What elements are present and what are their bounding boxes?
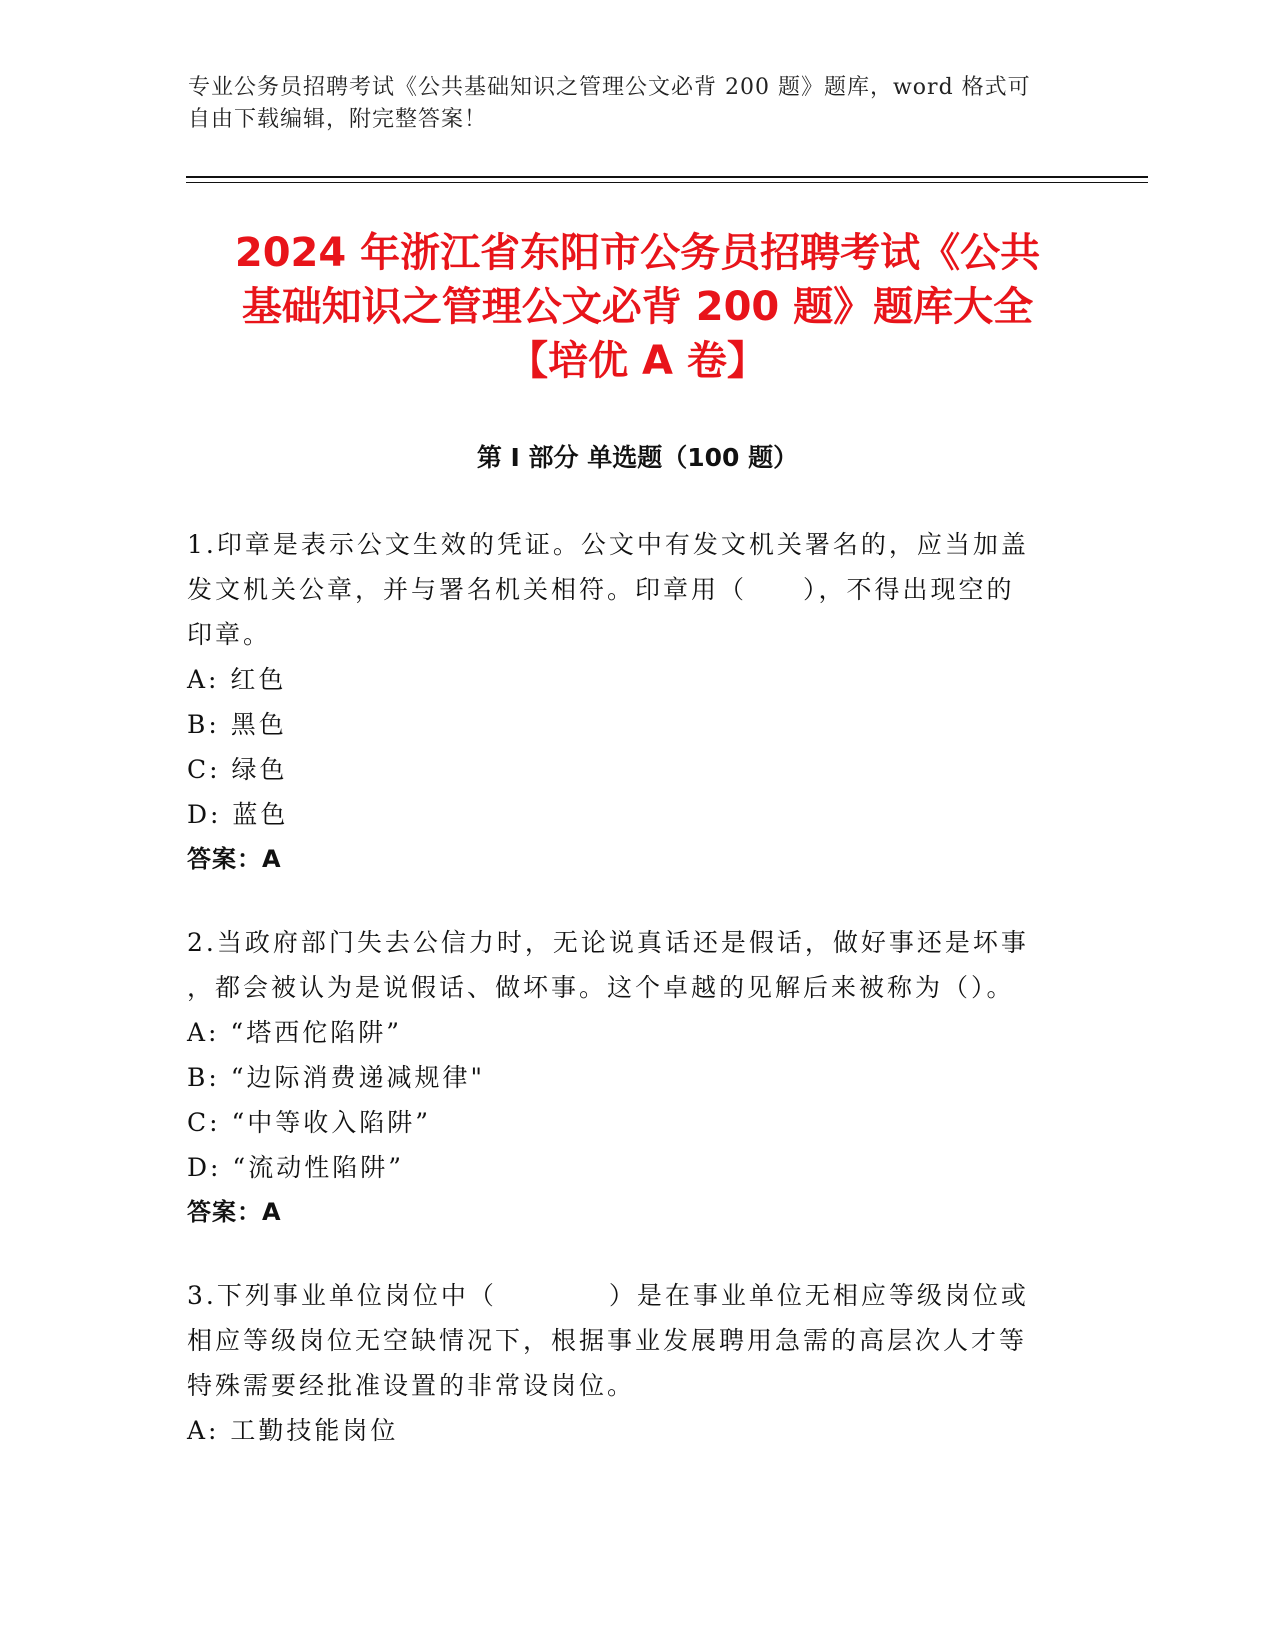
title-line: 2024 年浙江省东阳市公务员招聘考试《公共 <box>234 230 1041 276</box>
option-b: B: “边际消费递减规律" <box>187 1063 486 1092</box>
answer: 答案：A <box>187 1198 282 1226</box>
title-line: 基础知识之管理公文必背 200 题》题库大全 <box>241 284 1034 330</box>
header-divider <box>186 176 1148 178</box>
question-text-line: 特殊需要经批准设置的非常设岗位。 <box>187 1371 636 1400</box>
answer: 答案：A <box>187 845 282 873</box>
question-text-line: 2.当政府部门失去公信力时，无论说真话还是假话，做好事还是坏事 <box>187 928 1029 957</box>
section-heading: 第 I 部分 单选题（100 题） <box>476 443 799 472</box>
question-text-line: 印章。 <box>187 620 272 649</box>
question-text-line: ，都会被认为是说假话、做坏事。这个卓越的见解后来被称为（）。 <box>187 973 1015 1002</box>
option-c: C: “中等收入陷阱” <box>187 1108 432 1137</box>
header-note-line: 专业公务员招聘考试《公共基础知识之管理公文必背 200 题》题库，word 格式可 <box>188 75 1031 100</box>
option-a: A: 红色 <box>187 665 287 694</box>
question-list <box>187 522 1067 1491</box>
question-3 <box>187 1273 1067 1453</box>
option-d: D: “流动性陷阱” <box>187 1153 404 1182</box>
question-2 <box>187 920 1067 1235</box>
option-b: B: 黑色 <box>187 710 287 739</box>
option-d: D: 蓝色 <box>187 800 289 829</box>
question-text-line: 相应等级岗位无空缺情况下，根据事业发展聘用急需的高层次人才等 <box>187 1326 1028 1355</box>
question-text-line: 发文机关公章，并与署名机关相符。印章用（ ），不得出现空的 <box>187 575 1015 604</box>
header-note-line: 自由下载编辑，附完整答案！ <box>188 107 488 132</box>
option-c: C: 绿色 <box>187 755 288 784</box>
question-text-line: 1.印章是表示公文生效的凭证。公文中有发文机关署名的，应当加盖 <box>187 530 1029 559</box>
title-line: 【培优 A 卷】 <box>508 338 767 384</box>
header-note <box>188 72 1088 136</box>
header-divider-thin <box>186 182 1148 183</box>
question-1 <box>187 522 1067 882</box>
option-a: A: “塔西佗陷阱” <box>187 1018 402 1047</box>
option-a: A: 工勤技能岗位 <box>187 1416 399 1445</box>
question-text-line: 3.下列事业单位岗位中（ ）是在事业单位无相应等级岗位或 <box>187 1281 1029 1310</box>
document-title <box>150 226 1125 388</box>
